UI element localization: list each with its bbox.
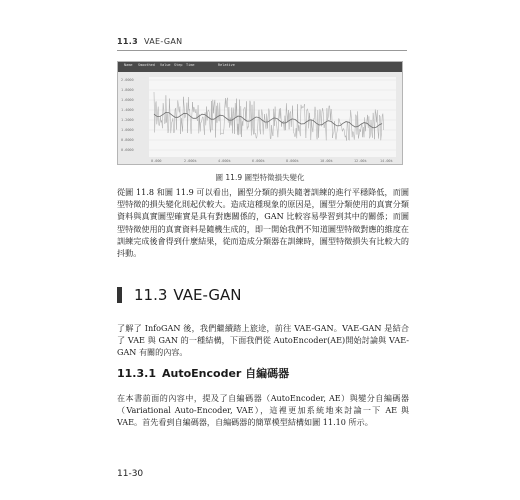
body-paragraph: 從圖 11.8 和圖 11.9 可以看出，圖型分類的損失隨著訓練的進行平穩降低，而圖型特徵的損失變化則起伏較大。造成這種現象的原因是，圖型分類使用的真實分類資料與真實圖型確實是具有對應關係的，GAN 比較容易學習到其中的關係；而圖型特徵使用的真實資料是隨機生成的，即一開始我們不知道圖型特徵對應的維度在訓練完成後會得到什麼結果，從而造成分類器在訓練時，圖型特徵損失有比較大的抖動。	[117, 187, 409, 259]
x-tick-label: 6.000k	[252, 159, 265, 163]
toolbar-label: Step	[174, 63, 183, 67]
body-paragraph: 在本書前面的內容中，提及了自編碼器（AutoEncoder, AE）與變分自編碼器（Variational Auto-Encoder, VAE），這裡更加系統地來討論一下 AE 與 VAE。首先看到自編碼器，自編碼器的簡單模型結構如圖 11.10 所示。	[117, 393, 409, 428]
section-title: VAE-GAN	[173, 286, 242, 304]
subsection-title: AutoEncoder 自編碼器	[161, 367, 290, 380]
y-tick-label: 1.0000	[121, 128, 134, 132]
x-tick-label: 10.00k	[320, 159, 333, 163]
y-tick-label: 0.6000	[121, 148, 134, 152]
x-tick-label: 4.000k	[218, 159, 231, 163]
heading-bar-marker	[117, 287, 122, 303]
y-tick-label: 1.8000	[121, 88, 134, 92]
running-header	[117, 37, 182, 46]
loss-curve-graphic	[118, 62, 404, 166]
y-tick-label: 1.6000	[121, 98, 134, 102]
toolbar-label: Time	[186, 63, 195, 67]
x-tick-label: 12.00k	[354, 159, 367, 163]
raw-loss-line	[154, 92, 384, 141]
y-tick-label: 1.2000	[121, 118, 134, 122]
x-tick-label: 14.00k	[380, 159, 393, 163]
figure-caption: 圖 11.9 圖型特徵損失變化	[215, 173, 305, 182]
toolbar-label: Relative	[218, 63, 235, 67]
y-tick-label: 1.4000	[121, 108, 134, 112]
toolbar-label: Name	[124, 63, 133, 67]
section-number: 11.3	[134, 286, 168, 304]
header-rule	[117, 50, 407, 51]
subsection-heading	[117, 365, 289, 381]
y-tick-label: 0.8000	[121, 138, 134, 142]
loss-chart-figure	[117, 61, 403, 165]
page-number: 11-30	[117, 469, 144, 479]
toolbar-label: Smoothed	[138, 63, 155, 67]
x-tick-label: 0.000	[151, 159, 162, 163]
body-paragraph: 了解了 InfoGAN 後，我們繼續踏上旅途，前往 VAE-GAN。VAE-GAN 是結合了 VAE 與 GAN 的一種結構，下面我們從 AutoEncoder(AE)開始討論與 VAE-GAN 有關的內容。	[117, 323, 409, 358]
y-tick-label: 2.0000	[121, 78, 134, 82]
section-heading	[117, 286, 242, 304]
x-tick-label: 8.000k	[286, 159, 299, 163]
running-header-number: 11.3	[117, 37, 138, 46]
x-tick-label: 2.000k	[184, 159, 197, 163]
subsection-number: 11.3.1	[117, 367, 156, 380]
toolbar-label: Value	[160, 63, 171, 67]
running-header-title: VAE-GAN	[143, 37, 183, 46]
